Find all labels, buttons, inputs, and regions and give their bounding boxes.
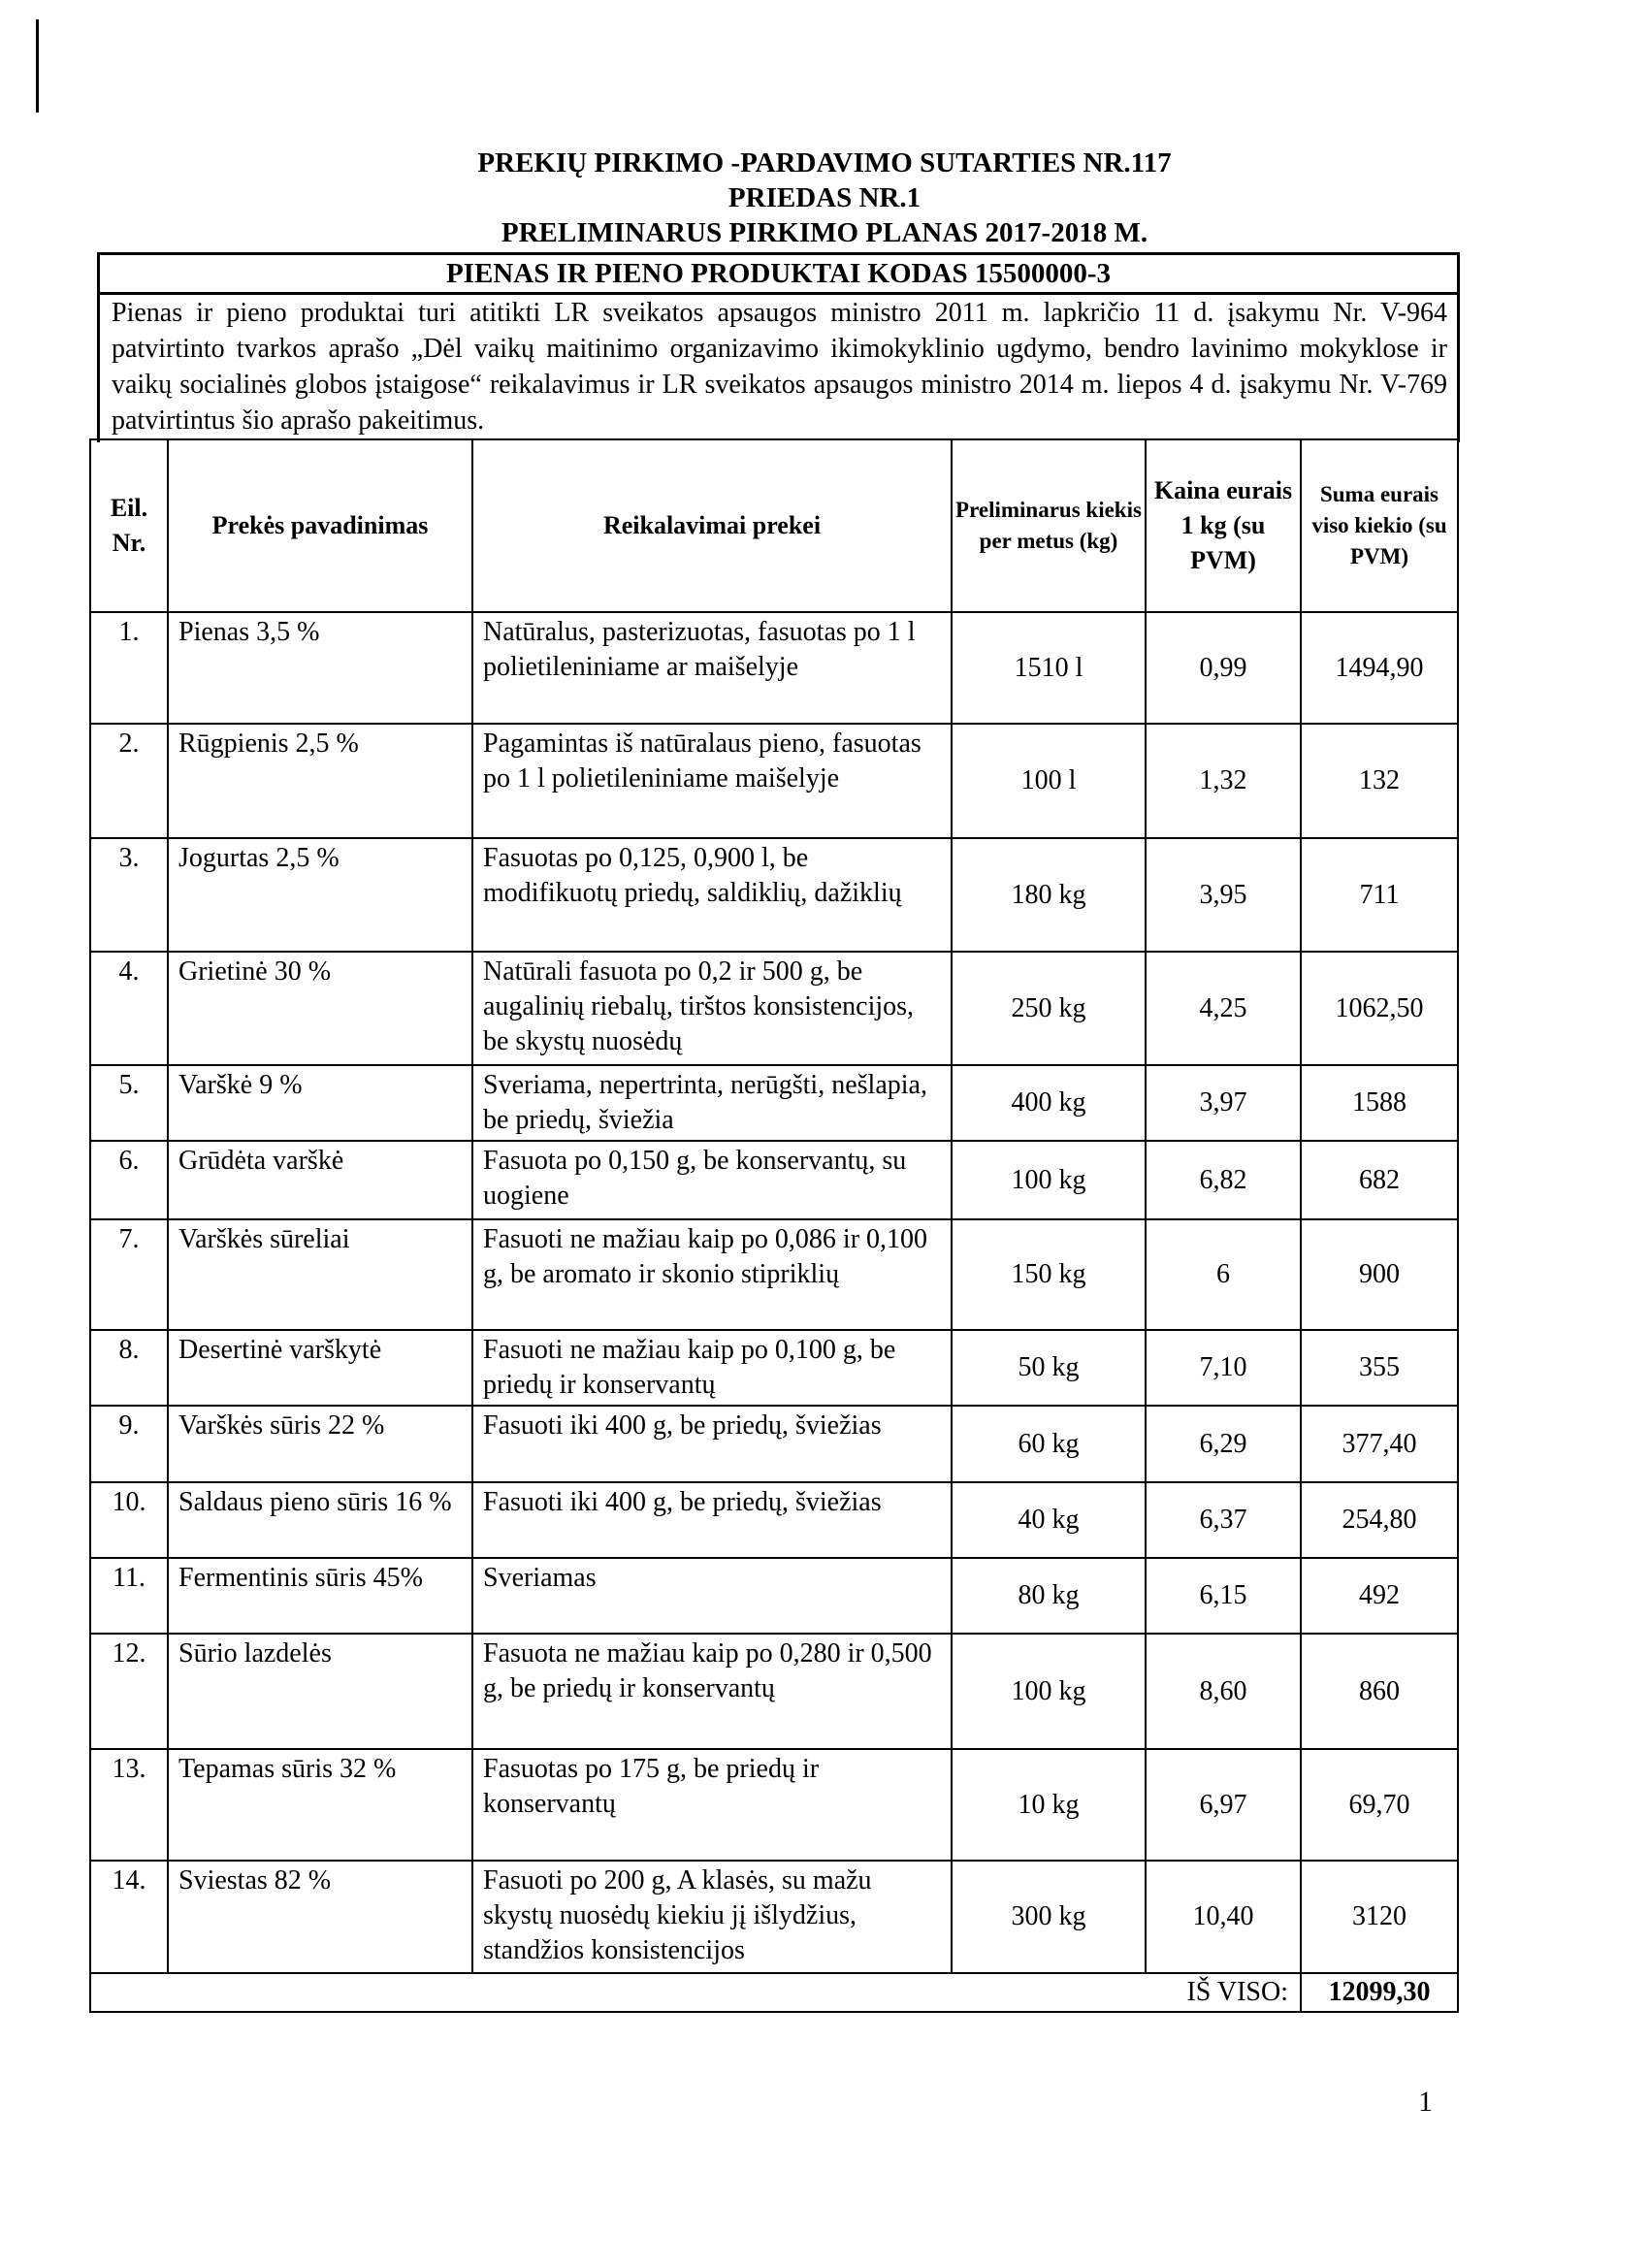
product-name: Fermentinis sūris 45% <box>168 1558 472 1634</box>
table-row <box>90 1141 1458 1219</box>
product-requirements: Fasuoti ne mažiau kaip po 0,100 g, be priedų ir konservantų <box>472 1330 952 1406</box>
product-price: 8,60 <box>1146 1634 1301 1749</box>
product-sum: 1494,90 <box>1301 612 1458 724</box>
product-price: 1,32 <box>1146 724 1301 838</box>
header-name: Prekės pavadinimas <box>168 439 472 612</box>
annex-title: PRIEDAS NR.1 <box>728 182 922 213</box>
category-box <box>97 252 1460 442</box>
product-sum: 1588 <box>1301 1065 1458 1141</box>
scan-margin-mark <box>36 19 39 113</box>
product-sum: 492 <box>1301 1558 1458 1634</box>
product-sum: 711 <box>1301 838 1458 952</box>
table-row <box>90 1065 1458 1141</box>
row-nr: 5. <box>90 1065 168 1141</box>
product-sum: 254,80 <box>1301 1482 1458 1558</box>
product-name: Tepamas sūris 32 % <box>168 1749 472 1861</box>
row-nr: 14. <box>90 1861 168 1973</box>
product-price: 3,95 <box>1146 838 1301 952</box>
product-requirements: Fasuoti ne mažiau kaip po 0,086 ir 0,100 g, be aromato ir skonio stipriklių <box>472 1219 952 1330</box>
product-name: Saldaus pieno sūris 16 % <box>168 1482 472 1558</box>
product-requirements: Natūralus, pasterizuotas, fasuotas po 1 l polietileniniame ar maišelyje <box>472 612 952 724</box>
product-requirements: Pagamintas iš natūralaus pieno, fasuotas po 1 l polietileniniame maišelyje <box>472 724 952 838</box>
product-quantity: 50 kg <box>952 1330 1146 1406</box>
total-spacer <box>90 1973 952 2012</box>
product-quantity: 100 kg <box>952 1634 1146 1749</box>
total-value: 12099,30 <box>1301 1973 1458 2012</box>
product-quantity: 180 kg <box>952 838 1146 952</box>
product-requirements: Sveriamas <box>472 1558 952 1634</box>
total-label: IŠ VISO: <box>952 1973 1301 2012</box>
table-row <box>90 1749 1458 1861</box>
row-nr: 7. <box>90 1219 168 1330</box>
table-row <box>90 724 1458 838</box>
product-name: Rūgpienis 2,5 % <box>168 724 472 838</box>
product-sum: 682 <box>1301 1141 1458 1219</box>
product-sum: 860 <box>1301 1634 1458 1749</box>
table-row <box>90 952 1458 1065</box>
product-requirements: Sveriama, nepertrinta, nerūgšti, nešlapia, be priedų, šviežia <box>472 1065 952 1141</box>
product-quantity: 150 kg <box>952 1219 1146 1330</box>
product-name: Jogurtas 2,5 % <box>168 838 472 952</box>
table-row <box>90 1330 1458 1406</box>
product-requirements: Fasuoti po 200 g, A klasės, su mažu skystų nuosėdų kiekiu jį išlydžius, standžios konsistencijos <box>472 1861 952 1973</box>
product-sum: 355 <box>1301 1330 1458 1406</box>
row-nr: 3. <box>90 838 168 952</box>
product-sum: 1062,50 <box>1301 952 1458 1065</box>
product-price: 6,15 <box>1146 1558 1301 1634</box>
product-sum: 69,70 <box>1301 1749 1458 1861</box>
product-requirements: Fasuoti iki 400 g, be priedų, šviežias <box>472 1406 952 1482</box>
table-row <box>90 1634 1458 1749</box>
product-name: Pienas 3,5 % <box>168 612 472 724</box>
table-row <box>90 612 1458 724</box>
table-row <box>90 1558 1458 1634</box>
product-name: Varškė 9 % <box>168 1065 472 1141</box>
product-price: 6,37 <box>1146 1482 1301 1558</box>
row-nr: 12. <box>90 1634 168 1749</box>
product-price: 7,10 <box>1146 1330 1301 1406</box>
product-quantity: 300 kg <box>952 1861 1146 1973</box>
product-quantity: 40 kg <box>952 1482 1146 1558</box>
product-requirements: Fasuotas po 0,125, 0,900 l, be modifikuotų priedų, saldiklių, dažiklių <box>472 838 952 952</box>
header-quantity: Preliminarus kiekis per metus (kg) <box>952 439 1146 612</box>
product-price: 10,40 <box>1146 1861 1301 1973</box>
product-name: Grietinė 30 % <box>168 952 472 1065</box>
total-row <box>90 1973 1458 2012</box>
row-nr: 13. <box>90 1749 168 1861</box>
product-quantity: 80 kg <box>952 1558 1146 1634</box>
product-name: Varškės sūris 22 % <box>168 1406 472 1482</box>
plan-title: PRELIMINARUS PIRKIMO PLANAS 2017-2018 M. <box>501 217 1148 248</box>
product-quantity: 60 kg <box>952 1406 1146 1482</box>
product-sum: 900 <box>1301 1219 1458 1330</box>
contract-title: PREKIŲ PIRKIMO -PARDAVIMO SUTARTIES NR.117 <box>477 147 1172 178</box>
product-requirements: Fasuota po 0,150 g, be konservantų, su uogiene <box>472 1141 952 1219</box>
category-title: PIENAS IR PIENO PRODUKTAI KODAS 15500000-3 <box>100 255 1457 295</box>
table-row <box>90 838 1458 952</box>
product-requirements: Fasuotas po 175 g, be priedų ir konservantų <box>472 1749 952 1861</box>
intro-paragraph: Pienas ir pieno produktai turi atitikti LR sveikatos apsaugos ministro 2011 m. lapkričio 11 d. įsakymu Nr. V-964 patvirtinto tvarkos aprašo „Dėl vaikų maitinimo organizavimo ikimokyklinio ugdymo, bendro lavinimo mokyklose ir vaikų socialinės globos įstaigose“ reikalavimus ir LR sveikatos apsaugos ministro 2014 m. liepos 4 d. įsakymu Nr. V-769 patvirtintus šio aprašo pakeitimus. <box>112 298 1447 436</box>
product-price: 4,25 <box>1146 952 1301 1065</box>
product-quantity: 10 kg <box>952 1749 1146 1861</box>
product-sum: 377,40 <box>1301 1406 1458 1482</box>
product-quantity: 400 kg <box>952 1065 1146 1141</box>
products-table <box>89 438 1459 2013</box>
product-name: Grūdėta varškė <box>168 1141 472 1219</box>
product-name: Desertinė varškytė <box>168 1330 472 1406</box>
header-requirements: Reikalavimai prekei <box>472 439 952 612</box>
table-row <box>90 1219 1458 1330</box>
row-nr: 11. <box>90 1558 168 1634</box>
row-nr: 4. <box>90 952 168 1065</box>
product-name: Sviestas 82 % <box>168 1861 472 1973</box>
product-price: 6,29 <box>1146 1406 1301 1482</box>
product-quantity: 1510 l <box>952 612 1146 724</box>
product-sum: 132 <box>1301 724 1458 838</box>
product-price: 6,97 <box>1146 1749 1301 1861</box>
product-name: Varškės sūreliai <box>168 1219 472 1330</box>
product-name: Sūrio lazdelės <box>168 1634 472 1749</box>
row-nr: 1. <box>90 612 168 724</box>
row-nr: 6. <box>90 1141 168 1219</box>
product-sum: 3120 <box>1301 1861 1458 1973</box>
row-nr: 9. <box>90 1406 168 1482</box>
header-nr: Eil. Nr. <box>90 439 168 612</box>
product-requirements: Fasuota ne mažiau kaip po 0,280 ir 0,500 g, be priedų ir konservantų <box>472 1634 952 1749</box>
page-number: 1 <box>1418 2086 1433 2118</box>
product-quantity: 250 kg <box>952 952 1146 1065</box>
product-requirements: Natūrali fasuota po 0,2 ir 500 g, be augalinių riebalų, tirštos konsistencijos, be skystų nuosėdų <box>472 952 952 1065</box>
product-requirements: Fasuoti iki 400 g, be priedų, šviežias <box>472 1482 952 1558</box>
table-row <box>90 1861 1458 1973</box>
product-quantity: 100 kg <box>952 1141 1146 1219</box>
product-quantity: 100 l <box>952 724 1146 838</box>
product-price: 6 <box>1146 1219 1301 1330</box>
table-row <box>90 1482 1458 1558</box>
row-nr: 2. <box>90 724 168 838</box>
row-nr: 10. <box>90 1482 168 1558</box>
table-row <box>90 1406 1458 1482</box>
header-sum: Suma eurais viso kiekio (su PVM) <box>1301 439 1458 612</box>
product-price: 6,82 <box>1146 1141 1301 1219</box>
product-price: 0,99 <box>1146 612 1301 724</box>
row-nr: 8. <box>90 1330 168 1406</box>
table-header-row <box>90 439 1458 612</box>
product-price: 3,97 <box>1146 1065 1301 1141</box>
header-price: Kaina eurais 1 kg (su PVM) <box>1146 439 1301 612</box>
document-titles <box>0 146 1649 250</box>
